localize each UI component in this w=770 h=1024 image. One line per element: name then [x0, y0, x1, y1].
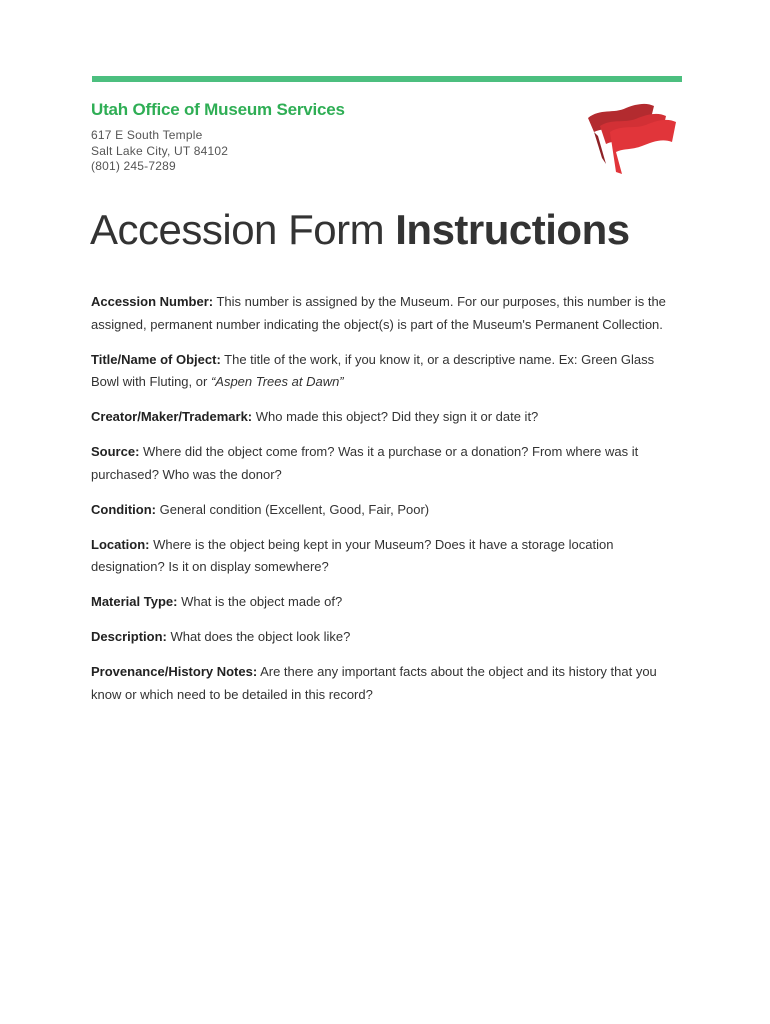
organization-block — [91, 100, 345, 175]
instruction-list — [91, 291, 681, 719]
instruction-text: The title of the work, if you know it, or a descriptive name. Ex: Green Glass Bowl with Fluting, or — [91, 351, 655, 389]
page-title — [90, 206, 630, 254]
instruction-term: Creator/Maker/Trademark: — [91, 409, 253, 424]
instruction-term: Source: — [91, 444, 140, 459]
instruction-source — [91, 441, 681, 486]
address-street: 617 E South Temple — [91, 128, 203, 142]
instruction-term: Material Type: — [91, 594, 178, 609]
instruction-location — [91, 534, 681, 579]
instruction-term: Title/Name of Object: — [91, 351, 221, 367]
instruction-material-type — [91, 591, 681, 614]
red-flags-logo-icon — [580, 98, 680, 178]
instruction-condition — [91, 499, 681, 522]
instruction-text: Are there any important facts about the object and its history that you know or which need to be detailed in this record? — [91, 664, 657, 702]
instruction-text: Where did the object come from? Was it a purchase or a donation? From where was it purchased? Who was the donor? — [91, 444, 639, 482]
instruction-term: Location: — [91, 536, 150, 552]
instruction-text: Who made this object? Did they sign it or date it? — [252, 409, 539, 424]
instruction-text: This number is assigned by the Museum. For our purposes, this number is the assigned, permanent number indicating the object(s) is part of the Museum's Permanent Collection. — [91, 294, 666, 332]
phone-number: (801) 245-7289 — [91, 159, 176, 173]
instruction-provenance — [91, 661, 681, 706]
instruction-accession-number — [91, 291, 681, 336]
instruction-text: General condition (Excellent, Good, Fair, Poor) — [155, 501, 430, 517]
instruction-term: Description: — [91, 629, 167, 644]
instruction-description — [91, 626, 681, 649]
header-divider — [92, 76, 682, 82]
instruction-term: Condition: — [91, 501, 156, 517]
page-title-bold: Instructions — [395, 206, 630, 253]
instruction-text: What does the object look like? — [166, 629, 351, 644]
page-title-regular: Accession Form — [90, 206, 385, 253]
address-city: Salt Lake City, UT 84102 — [91, 143, 229, 158]
instruction-example-italic: “Aspen Trees at Dawn” — [210, 374, 344, 389]
instruction-text: Where is the object being kept in your Museum? Does it have a storage location designation? Is it on display somewhere? — [91, 536, 614, 574]
instruction-title-name — [91, 349, 681, 394]
instruction-text: What is the object made of? — [177, 594, 343, 609]
instruction-creator — [91, 406, 681, 429]
organization-name: Utah Office of Museum Services — [91, 100, 345, 119]
instruction-term: Provenance/History Notes: — [91, 664, 258, 679]
instruction-term: Accession Number: — [91, 294, 214, 309]
